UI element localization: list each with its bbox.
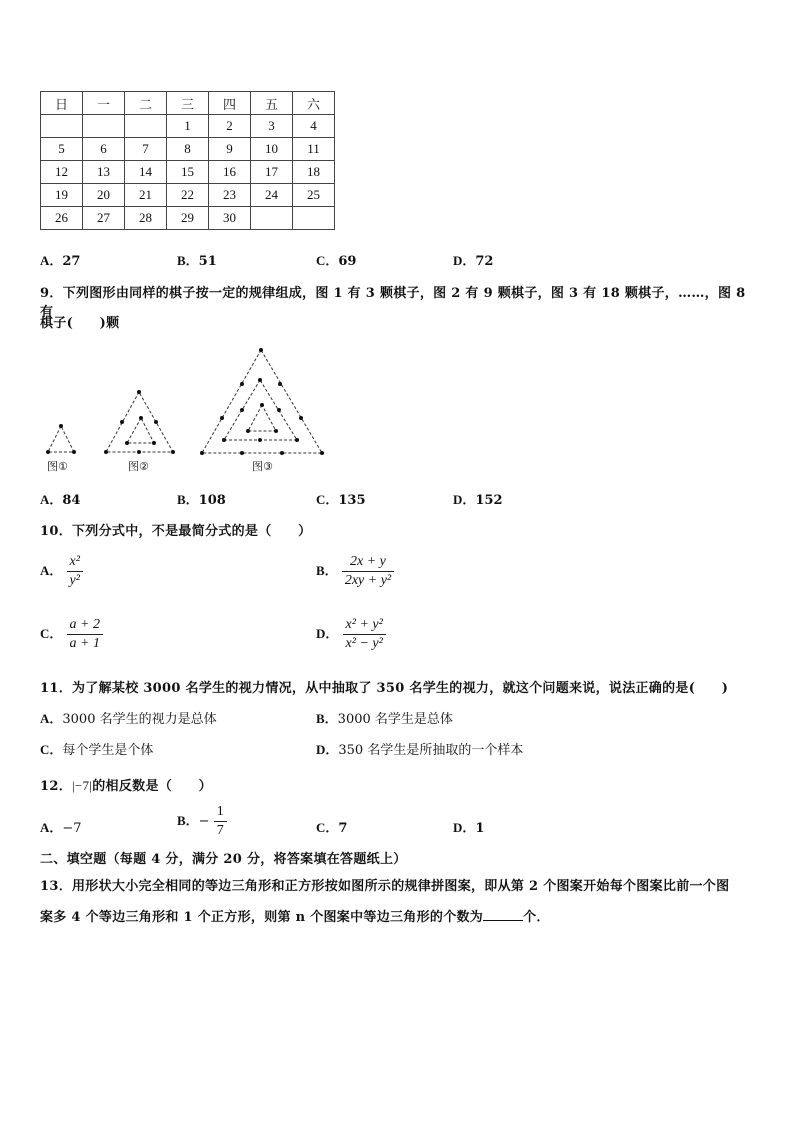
- calendar-cell: 20: [83, 184, 125, 207]
- calendar-row: [41, 184, 335, 207]
- calendar-cell: 7: [125, 138, 167, 161]
- calendar-table: [40, 91, 335, 230]
- q8-option-a[interactable]: A．27: [40, 253, 81, 269]
- calendar-row: [41, 161, 335, 184]
- q13-stem-line1: 13．用形状大小完全相同的等边三角形和正方形按如图所示的规律拼图案，即从第 2 个图案开始每个图案比前一个图: [40, 879, 730, 894]
- q9-option-b[interactable]: B．108: [177, 492, 226, 508]
- calendar-header-cell: 四: [209, 92, 251, 115]
- calendar-cell: 12: [41, 161, 83, 184]
- calendar-cell: 1: [167, 115, 209, 138]
- absolute-value-expression: |−7|: [72, 778, 93, 793]
- calendar-row: [41, 207, 335, 230]
- pebble-dots: [46, 348, 324, 455]
- calendar-cell: 28: [125, 207, 167, 230]
- calendar-header-cell: 日: [41, 92, 83, 115]
- answer-blank[interactable]: [483, 908, 523, 921]
- q11-option-b[interactable]: B．3000 名学生是总体: [316, 711, 453, 727]
- q8-option-b[interactable]: B．51: [177, 253, 217, 269]
- calendar-header-cell: 三: [167, 92, 209, 115]
- calendar-cell: 3: [251, 115, 293, 138]
- calendar-cell: 27: [83, 207, 125, 230]
- calendar-cell: 30: [209, 207, 251, 230]
- calendar-cell: 24: [251, 184, 293, 207]
- calendar-cell: 15: [167, 161, 209, 184]
- calendar-cell: 8: [167, 138, 209, 161]
- calendar-cell: [125, 115, 167, 138]
- figure-label-3: 图③: [252, 460, 273, 473]
- calendar-cell: [83, 115, 125, 138]
- q9-stem-line1: 9．下列图形由同样的棋子按一定的规律组成，图 1 有 3 颗棋子，图 2 有 9 颗棋子，图 3 有 18 颗棋子，……，图 8 有: [40, 286, 746, 320]
- triangle-fig3-inner: [248, 405, 276, 431]
- q12-option-c[interactable]: C．7: [316, 820, 348, 836]
- q9-option-a[interactable]: A．84: [40, 492, 81, 508]
- calendar-cell: 22: [167, 184, 209, 207]
- q9-stem-line2: 棋子( )颗: [40, 316, 120, 331]
- section-title: 二、填空题（每题 4 分，满分 20 分，将答案填在答题纸上）: [40, 852, 407, 867]
- calendar-cell: 10: [251, 138, 293, 161]
- calendar-cell: 2: [209, 115, 251, 138]
- q12-option-a[interactable]: A．−7: [40, 820, 82, 836]
- calendar-header-cell: 五: [251, 92, 293, 115]
- fraction: $\frac{2x + y}{\text{2xy + y²}}$: [342, 553, 394, 590]
- fraction: $\frac{1}{7}$: [214, 803, 227, 840]
- q12-option-b[interactable]: B．− $\frac{1}{7}$: [177, 803, 227, 840]
- q11-stem: 11．为了解某校 3000 名学生的视力情况，从中抽取了 350 名学生的视力，就这个问题来说，说法正确的是( ): [40, 681, 729, 696]
- calendar-row: [41, 138, 335, 161]
- calendar-cell: [293, 207, 335, 230]
- calendar-header-cell: 二: [125, 92, 167, 115]
- calendar-cell: 16: [209, 161, 251, 184]
- calendar-cell: 13: [83, 161, 125, 184]
- calendar-cell: [41, 115, 83, 138]
- q10-option-b[interactable]: B． $\frac{2x + y}{\text{2xy + y²}}$: [316, 553, 394, 590]
- q13-stem-line2: 案多 4 个等边三角形和 1 个正方形，则第 n 个图案中等边三角形的个数为 个．: [40, 910, 550, 925]
- triangle-fig2-inner: [127, 418, 154, 443]
- calendar-header-cell: 一: [83, 92, 125, 115]
- q12-option-d[interactable]: D．1: [453, 820, 485, 836]
- figure-label-2: 图②: [128, 460, 149, 473]
- q10-option-c[interactable]: C． $\frac{a + 2}{a + 1}$: [40, 616, 103, 653]
- fraction: $\frac{a + 2}{a + 1}$: [67, 616, 103, 653]
- calendar-cell: 4: [293, 115, 335, 138]
- calendar-cell: 26: [41, 207, 83, 230]
- q12-stem: 12．|−7|的相反数是（ ）: [40, 778, 212, 794]
- q10-option-a[interactable]: A． $\frac{\text{x²}}{\text{y²}}$: [40, 553, 83, 590]
- fraction: $\frac{\text{x²}}{\text{y²}}$: [67, 553, 83, 590]
- triangle-fig1: [48, 426, 74, 452]
- fraction: $\frac{\text{x² + y²}}{\text{x² − y²}}$: [343, 616, 386, 653]
- q11-option-d[interactable]: D．350 名学生是所抽取的一个样本: [316, 742, 524, 758]
- calendar-cell: 29: [167, 207, 209, 230]
- calendar-cell: 9: [209, 138, 251, 161]
- calendar-cell: 19: [41, 184, 83, 207]
- calendar-cell: 6: [83, 138, 125, 161]
- pebble-triangles-figure: [30, 340, 340, 480]
- q11-option-c[interactable]: C．每个学生是个体: [40, 742, 154, 758]
- q10-option-d[interactable]: D． $\frac{\text{x² + y²}}{\text{x² − y²}}$: [316, 616, 386, 653]
- calendar-header-row: [41, 92, 335, 115]
- calendar-row: [41, 115, 335, 138]
- calendar-cell: 23: [209, 184, 251, 207]
- q8-option-c[interactable]: C．69: [316, 253, 357, 269]
- q10-stem: 10．下列分式中，不是最简分式的是（ ）: [40, 524, 312, 539]
- q8-option-d[interactable]: D．72: [453, 253, 494, 269]
- q9-option-c[interactable]: C．135: [316, 492, 366, 508]
- calendar-header-cell: 六: [293, 92, 335, 115]
- calendar-cell: 5: [41, 138, 83, 161]
- calendar-cell: 14: [125, 161, 167, 184]
- calendar-cell: 18: [293, 161, 335, 184]
- calendar-cell: 17: [251, 161, 293, 184]
- q9-option-d[interactable]: D．152: [453, 492, 503, 508]
- triangle-fig3-outer: [202, 350, 322, 453]
- calendar-cell: [251, 207, 293, 230]
- figure-label-1: 图①: [47, 460, 68, 473]
- calendar-cell: 11: [293, 138, 335, 161]
- q11-option-a[interactable]: A．3000 名学生的视力是总体: [40, 711, 217, 727]
- calendar-cell: 25: [293, 184, 335, 207]
- calendar-cell: 21: [125, 184, 167, 207]
